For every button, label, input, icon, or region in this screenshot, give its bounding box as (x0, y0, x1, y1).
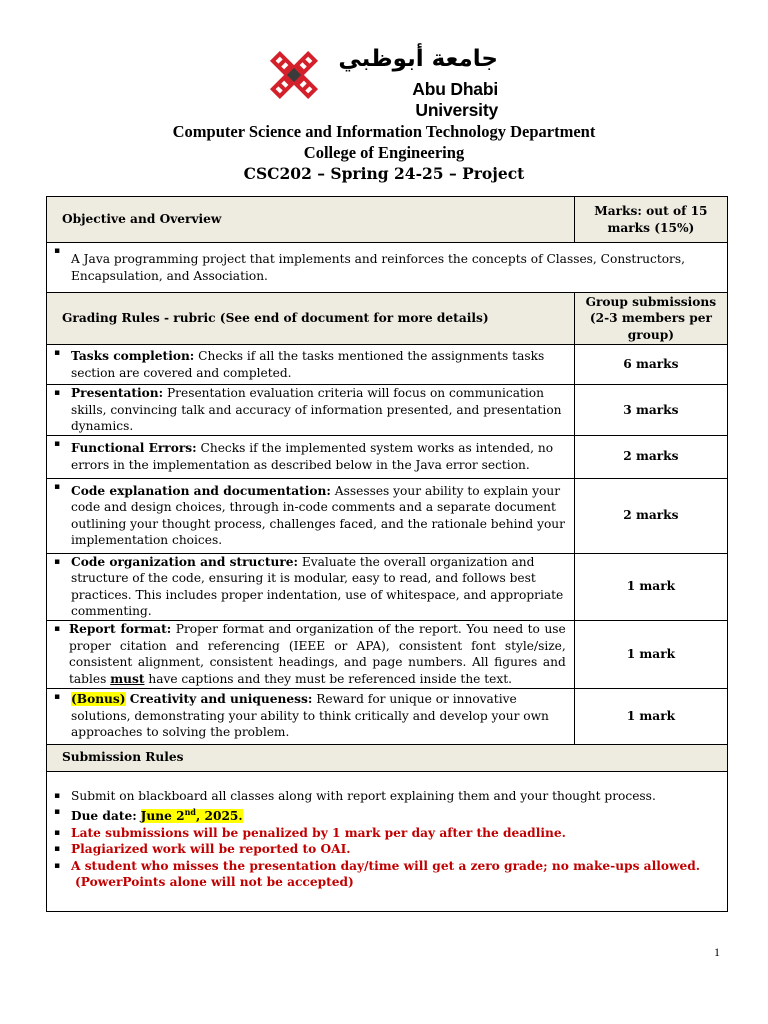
rubric-criterion (47, 435, 575, 478)
due-date-suffix: nd (184, 807, 196, 817)
criterion-text: Presentation evaluation criteria will focus on communication skills, convincing talk and accuracy of information presented, and presentation dynamics. (71, 386, 562, 433)
criterion-label: Presentation: (71, 386, 164, 400)
objective-text: A Java programming project that implements and reinforces the concepts of Classes, Constructors, Encapsulation, and Association. (71, 252, 686, 283)
criterion-marks: 3 marks (574, 385, 727, 436)
criterion-label: Code organization and structure: (71, 554, 298, 569)
bonus-tag: (Bonus) (71, 692, 126, 707)
project-rubric-table (46, 196, 728, 912)
criterion-marks: 2 marks (574, 478, 727, 553)
bullet-icon: ▪ (54, 481, 61, 492)
criterion-text: Proper format and organization of the report. You need to use proper citation and referencing (IEEE or APA), consistent font style/size, consistent alignment, consistent headings, and page numbers. All figures and tables (69, 622, 566, 686)
objective-text-cell (47, 243, 728, 293)
objective-header-row (47, 197, 728, 243)
grading-title: Grading Rules - rubric (See end of document for more details) (47, 293, 575, 345)
criterion-text: Evaluate the overall organization and structure of the code, ensuring it is modular, easy to read, and follows best practices. This includes proper indentation, use of whitespace, and appropriate commenting. (71, 554, 564, 618)
college-title: College of Engineering (303, 143, 465, 162)
criterion-text: Checks if all the tasks mentioned the assignments tasks section are covered and completed. (71, 349, 545, 380)
criterion-emphasis: must (110, 671, 145, 686)
criterion-marks: 2 marks (574, 435, 727, 478)
due-date-year: , 2025. (196, 809, 243, 824)
objective-title: Objective and Overview (47, 197, 575, 243)
group-submissions-label: Group submissions (2-3 members per group) (574, 293, 727, 345)
criterion-label: Creativity and uniqueness: (125, 692, 313, 707)
bullet-icon: ▪ (54, 790, 61, 801)
rubric-row (47, 435, 728, 478)
presentation-policy: A student who misses the presentation day/time will get a zero grade; no make-ups allowed. (71, 858, 700, 873)
criterion-label: Report format: (69, 622, 172, 636)
list-item (47, 825, 727, 842)
criterion-marks: 6 marks (574, 345, 727, 385)
list-item (47, 804, 727, 825)
late-policy: Late submissions will be penalized by 1 mark per day after the deadline. (71, 825, 566, 840)
submission-title: Submission Rules (47, 744, 728, 771)
criterion-label: Tasks completion: (71, 349, 195, 363)
submission-list-cell (47, 771, 728, 911)
bullet-icon: ▪ (54, 844, 61, 855)
bullet-icon: ▪ (54, 246, 61, 256)
logo-arabic-name: جامعة أبوظبي (338, 46, 498, 72)
bullet-icon: ▪ (54, 691, 61, 702)
rubric-criterion (47, 478, 575, 553)
bullet-icon: ▪ (54, 827, 61, 838)
plagiarism-policy: Plagiarized work will be reported to OAI. (71, 842, 351, 857)
bullet-icon: ▪ (54, 556, 61, 567)
objective-row (47, 243, 728, 293)
criterion-marks: 1 mark (574, 620, 727, 688)
criterion-marks: 1 mark (574, 553, 727, 620)
rubric-criterion (47, 345, 575, 385)
criterion-text: Checks if the implemented system works as intended, no errors in the implementation as described below in the Java error section. (71, 441, 554, 472)
criterion-text: Assesses your ability to explain your code and design choices, through in-code comments and a separate document outlining your thought process, challenges faced, and the rationale behind your implementation choices. (71, 483, 565, 547)
rubric-criterion (47, 688, 575, 744)
bullet-icon: ▪ (54, 807, 61, 817)
criterion-text: Reward for unique or innovative solutions, demonstrating your ability to think critically and develop your own approaches to solving the problem. (71, 692, 549, 740)
bullet-icon: ▪ (54, 438, 61, 449)
list-item (47, 841, 727, 858)
criterion-marks: 1 mark (574, 688, 727, 744)
submission-row (47, 771, 728, 911)
rubric-row (47, 620, 728, 688)
bullet-icon: ▪ (54, 860, 61, 871)
criterion-label: Code explanation and documentation: (71, 483, 331, 498)
rubric-row (47, 553, 728, 620)
list-item (47, 858, 727, 891)
criterion-label: Functional Errors: (71, 441, 197, 455)
rubric-criterion (47, 553, 575, 620)
due-date-value (141, 809, 243, 823)
rubric-row (47, 345, 728, 385)
bullet-icon: ▪ (54, 623, 61, 634)
rubric-row (47, 688, 728, 744)
powerpoint-note: (PowerPoints alone will not be accepted) (75, 875, 354, 890)
university-logo (263, 42, 498, 120)
adu-logo-mark-icon (263, 44, 325, 106)
rubric-row (47, 385, 728, 436)
course-title: CSC202 – Spring 24-25 – Project (243, 164, 525, 183)
submission-header-row (47, 744, 728, 771)
logo-english-name: Abu Dhabi University (412, 79, 498, 120)
grading-header-row (47, 293, 728, 345)
rubric-criterion (47, 620, 575, 688)
bullet-icon: ▪ (54, 388, 61, 398)
rubric-row (47, 478, 728, 553)
submission-item-text: Submit on blackboard all classes along with report explaining them and your thought process. (71, 788, 656, 803)
due-date-label: Due date: (71, 809, 137, 824)
objective-marks: Marks: out of 15 marks (15%) (574, 197, 727, 243)
criterion-text-continued: have captions and they must be referenced inside the text. (144, 671, 513, 686)
due-date-day: June 2 (140, 809, 185, 824)
submission-list (47, 788, 727, 891)
list-item (47, 788, 727, 805)
bullet-icon: ▪ (54, 348, 61, 358)
page-number: 1 (714, 945, 720, 959)
rubric-criterion (47, 385, 575, 436)
department-title: Computer Science and Information Technology Department (172, 122, 596, 141)
